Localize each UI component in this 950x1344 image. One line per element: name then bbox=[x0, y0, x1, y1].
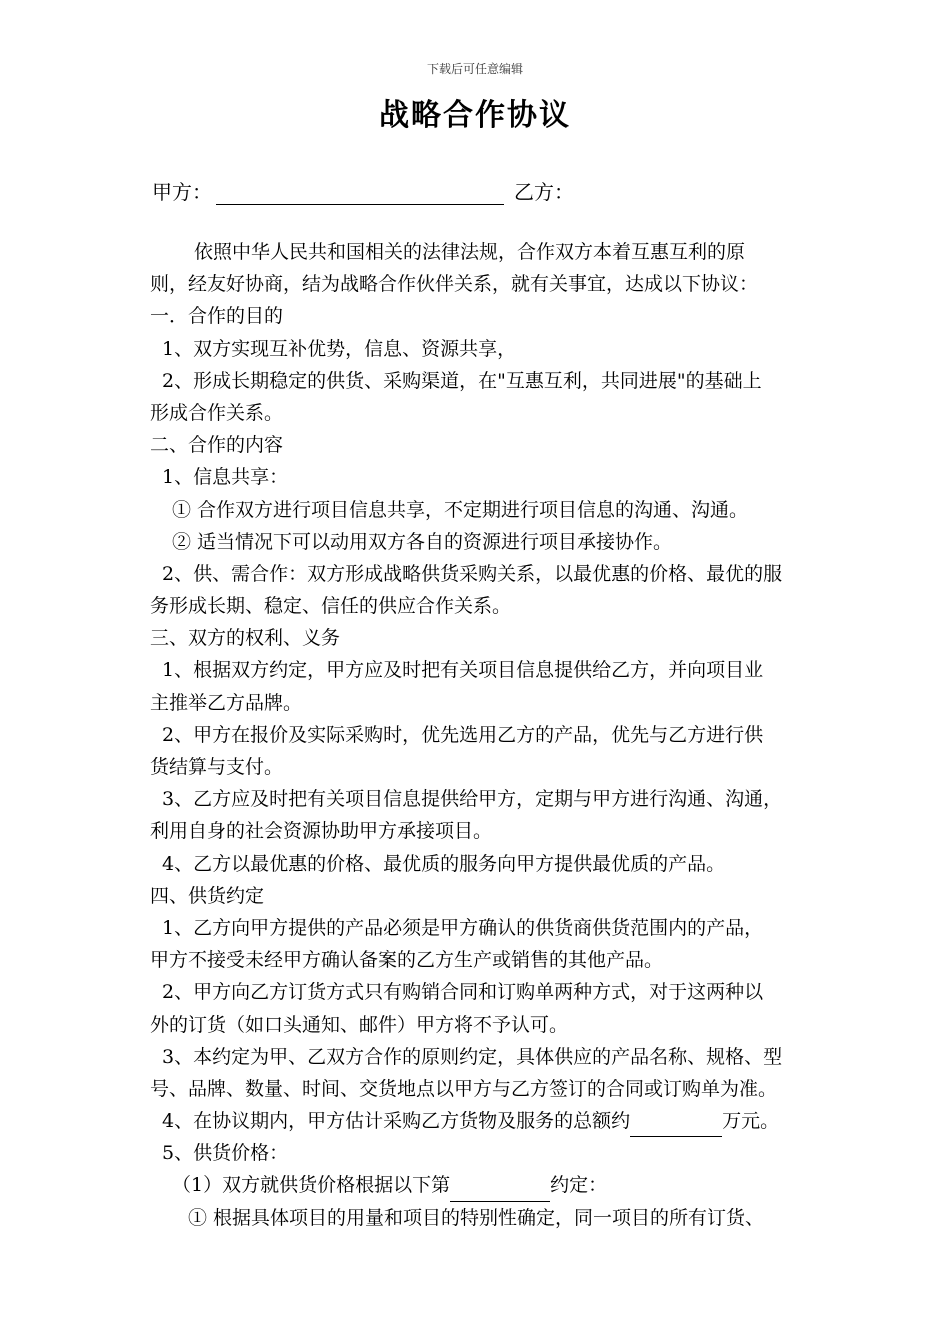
amount-text-post: 万元。 bbox=[722, 1110, 780, 1133]
section-heading: 一．合作的目的 bbox=[150, 305, 284, 328]
body-line: ① 根据具体项目的用量和项目的特别性确定，同一项目的所有订货、 bbox=[188, 1206, 765, 1229]
body-line: 甲方不接受未经甲方确认备案的乙方生产或销售的其他产品。 bbox=[150, 949, 664, 972]
body-line: 货结算与支付。 bbox=[150, 756, 284, 778]
body-line: 1、乙方向甲方提供的产品必须是甲方确认的供货商供货范围内的产品， bbox=[162, 916, 764, 939]
body-line: 利用自身的社会资源协助甲方承接项目。 bbox=[150, 820, 493, 843]
body-line: 1、双方实现互补优势，信息、资源共享， bbox=[162, 337, 517, 360]
price-option-blank bbox=[450, 1179, 550, 1202]
body-line: 依照中华人民共和国相关的法律法规，合作双方本着互惠互利的原 bbox=[194, 241, 746, 263]
body-line: 形成合作关系。 bbox=[150, 401, 284, 424]
price-option-pre: （1）双方就供货价格根据以下第 bbox=[172, 1174, 451, 1197]
price-option-line bbox=[150, 1169, 850, 1201]
body-line: 2、甲方在报价及实际采购时，优先选用乙方的产品，优先与乙方进行供 bbox=[162, 723, 764, 746]
amount-text-pre: 4、在协议期内，甲方估计采购乙方货物及服务的总额约 bbox=[162, 1110, 631, 1133]
body-line: 3、本约定为甲、乙双方合作的原则约定，具体供应的产品名称、规格、型 bbox=[162, 1045, 783, 1068]
section-heading: 四、供货约定 bbox=[150, 884, 265, 907]
party-a-label: 甲方： bbox=[152, 180, 212, 204]
body-line: 1、根据双方约定，甲方应及时把有关项目信息提供给乙方，并向项目业 bbox=[162, 659, 764, 682]
amount-blank bbox=[630, 1114, 722, 1137]
section-heading: 二、合作的内容 bbox=[150, 434, 284, 457]
body-line: 4、乙方以最优惠的价格、最优质的服务向甲方提供最优质的产品。 bbox=[162, 852, 726, 875]
agreement-body bbox=[150, 236, 850, 1234]
price-option-post: 约定： bbox=[550, 1174, 608, 1197]
amount-line bbox=[150, 1105, 850, 1137]
body-line: 2、甲方向乙方订货方式只有购销合同和订购单两种方式，对于这两种以 bbox=[162, 981, 764, 1004]
body-line: ① 合作双方进行项目信息共享，不定期进行项目信息的沟通、沟通。 bbox=[172, 498, 749, 521]
body-line: 则，经友好协商，结为战略合作伙伴关系，就有关事宜，达成以下协议： bbox=[150, 273, 759, 296]
body-line: ② 适当情况下可以动用双方各自的资源进行项目承接协作。 bbox=[172, 530, 673, 553]
body-line: 主推举乙方品牌。 bbox=[150, 691, 303, 714]
body-line: 务形成长期、稳定、信任的供应合作关系。 bbox=[150, 595, 512, 618]
body-line: 3、乙方应及时把有关项目信息提供给甲方，定期与甲方进行沟通、沟通， bbox=[162, 788, 783, 811]
body-line: 外的订货（如口头通知、邮件）甲方将不予认可。 bbox=[150, 1013, 569, 1036]
body-line: 号、品牌、数量、时间、交货地点以甲方与乙方签订的合同或订购单为准。 bbox=[150, 1077, 778, 1100]
party-a-blank bbox=[216, 182, 504, 205]
body-line: 2、形成长期稳定的供货、采购渠道，在"互惠互利，共同进展"的基础上 bbox=[162, 369, 762, 392]
party-b-label: 乙方： bbox=[514, 180, 574, 204]
price-heading: 5、供货价格： bbox=[162, 1142, 289, 1165]
parties-line bbox=[152, 176, 574, 205]
body-line: 1、信息共享： bbox=[162, 466, 289, 489]
header-note: 下载后可任意编辑 bbox=[426, 62, 523, 76]
section-heading: 三、双方的权利、义务 bbox=[150, 627, 341, 650]
body-line: 2、供、需合作：双方形成战略供货采购关系，以最优惠的价格、最优的服 bbox=[162, 562, 783, 585]
document-title: 战略合作协议 bbox=[379, 98, 571, 133]
